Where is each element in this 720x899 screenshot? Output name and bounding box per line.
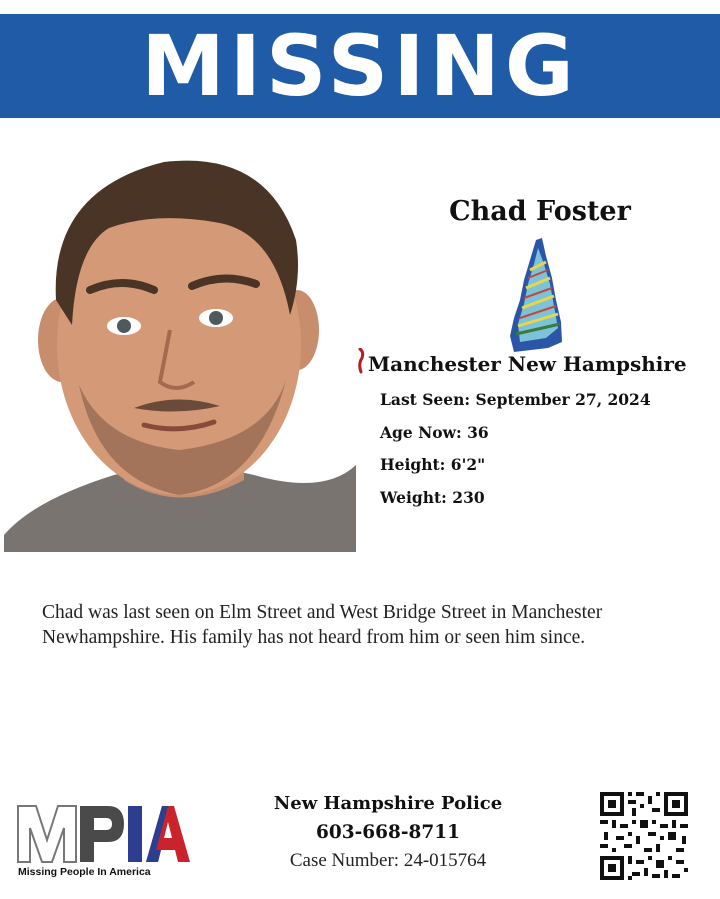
age-value: 36 bbox=[467, 422, 489, 442]
last-seen-value: September 27, 2024 bbox=[475, 390, 651, 409]
missing-banner bbox=[0, 14, 720, 118]
logo-caption: Missing People In America bbox=[18, 866, 151, 878]
age-row bbox=[380, 423, 651, 456]
description-text: Chad was last seen on Elm Street and West Bridge Street in Manchester Newhampshire. His family has not heard from him or seen him since. bbox=[42, 602, 603, 648]
case-number: Case Number: 24-015764 bbox=[289, 850, 487, 871]
person-name: Chad Foster bbox=[449, 196, 631, 227]
new-hampshire-map-icon bbox=[506, 238, 564, 354]
last-seen-row bbox=[380, 390, 651, 423]
last-location: Manchester New Hampshire bbox=[368, 352, 687, 376]
height-row bbox=[380, 455, 651, 488]
weight-label: Weight: bbox=[380, 487, 447, 507]
location-pin-icon bbox=[355, 348, 365, 374]
mpia-logo bbox=[14, 800, 192, 884]
phone-number: 603-668-8711 bbox=[315, 822, 461, 843]
contact-block bbox=[238, 790, 538, 874]
height-label: Height: bbox=[380, 455, 446, 474]
weight-value: 230 bbox=[452, 487, 485, 507]
age-label: Age Now: bbox=[380, 422, 462, 442]
weight-row bbox=[380, 488, 651, 521]
mpia-letters-graphic bbox=[16, 802, 190, 864]
agency-name: New Hampshire Police bbox=[273, 793, 503, 814]
person-details bbox=[380, 390, 651, 520]
person-photo bbox=[4, 150, 356, 552]
banner-title: MISSING bbox=[141, 17, 579, 115]
qr-code-icon[interactable] bbox=[598, 790, 690, 882]
height-value: 6'2" bbox=[450, 455, 486, 474]
last-seen-label: Last Seen: bbox=[380, 390, 471, 409]
